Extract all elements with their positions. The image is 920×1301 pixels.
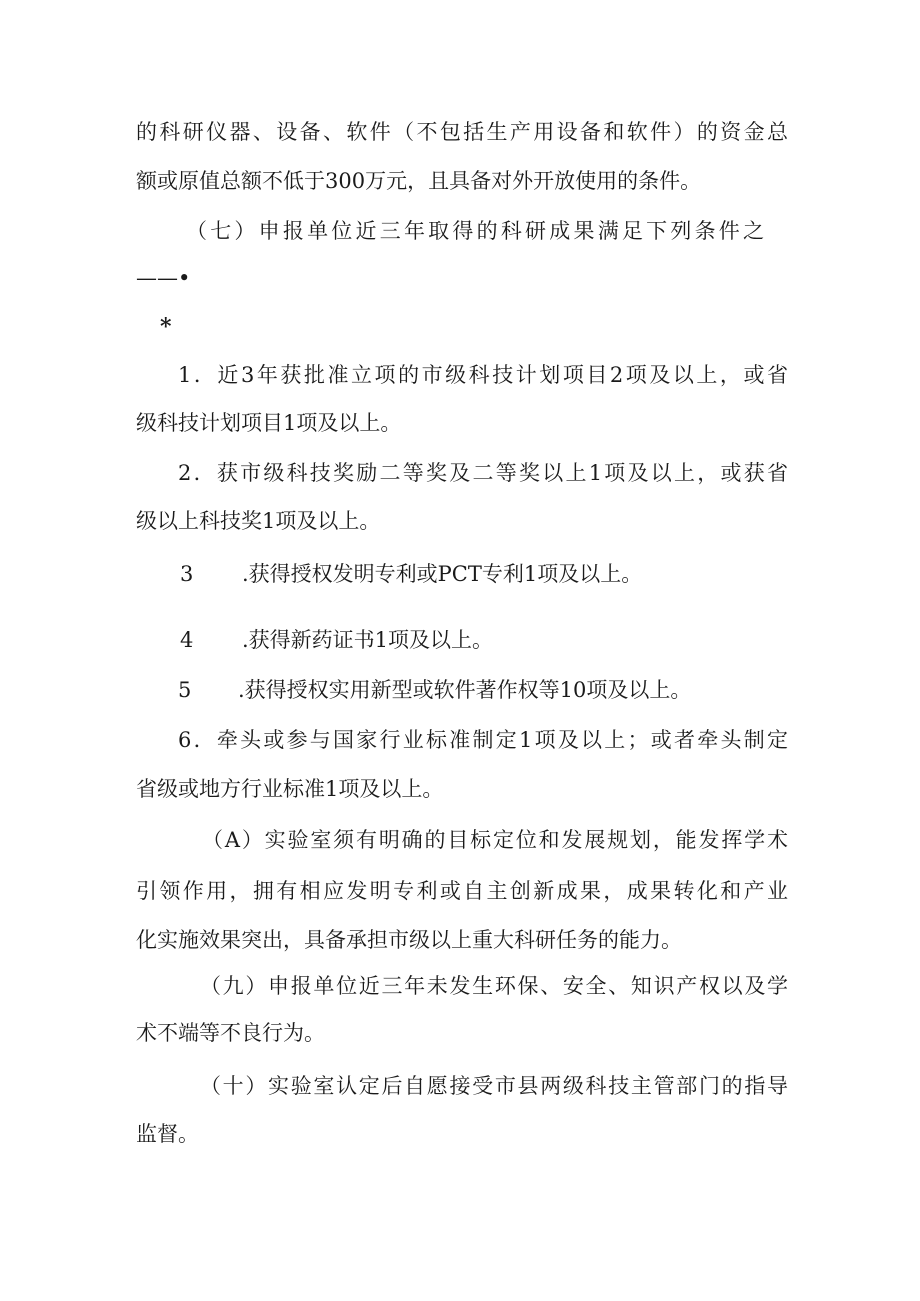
paragraph-eight-line-2: 引领作用，拥有相应发明专利或自主创新成果，成果转化和产业 <box>136 879 788 903</box>
item-4-text: .获得新药证书1项及以上。 <box>242 628 494 652</box>
item-1-line-2: 级科技计划项目1项及以上。 <box>136 411 402 435</box>
asterisk-mark: * <box>160 314 172 340</box>
paragraph-seven-line-2: ——• <box>136 266 191 290</box>
paragraph-equipment-line-1: 的科研仪器、设备、软件（不包括生产用设备和软件）的资金总 <box>136 120 788 144</box>
paragraph-equipment-line-2: 额或原值总额不低于300万元，且具备对外开放使用的条件。 <box>136 169 702 193</box>
item-3-number: 3 <box>180 562 194 586</box>
item-1-line-1: 1．近3年获批准立项的市级科技计划项目2项及以上，或省 <box>178 363 788 387</box>
paragraph-eight-line-3: 化实施效果突出，具备承担市级以上重大科研任务的能力。 <box>136 928 682 952</box>
paragraph-eight-line-1: （A）实验室须有明确的目标定位和发展规划，能发挥学术 <box>202 828 788 852</box>
item-5-text: .获得授权实用新型或软件著作权等10项及以上。 <box>238 678 692 702</box>
paragraph-ten-line-1: （十）实验室认定后自愿接受市县两级科技主管部门的指导 <box>200 1074 788 1098</box>
paragraph-ten-line-2: 监督。 <box>136 1122 199 1146</box>
paragraph-seven-line-1: （七）申报单位近三年取得的科研成果满足下列条件之 <box>186 219 764 243</box>
item-2-line-1: 2．获市级科技奖励二等奖及二等奖以上1项及以上，或获省 <box>178 461 788 485</box>
item-2-line-2: 级以上科技奖1项及以上。 <box>136 509 381 533</box>
paragraph-nine-line-2: 术不端等不良行为。 <box>136 1021 325 1045</box>
item-4-number: 4 <box>180 628 194 652</box>
item-6-line-2: 省级或地方行业标准1项及以上。 <box>136 777 444 801</box>
item-5-number: 5 <box>178 678 192 702</box>
paragraph-nine-line-1: （九）申报单位近三年未发生环保、安全、知识产权以及学 <box>200 974 788 998</box>
item-6-line-1: 6．牵头或参与国家行业标准制定1项及以上；或者牵头制定 <box>178 728 788 752</box>
item-3-text: .获得授权发明专利或PCT专利1项及以上。 <box>242 562 643 586</box>
